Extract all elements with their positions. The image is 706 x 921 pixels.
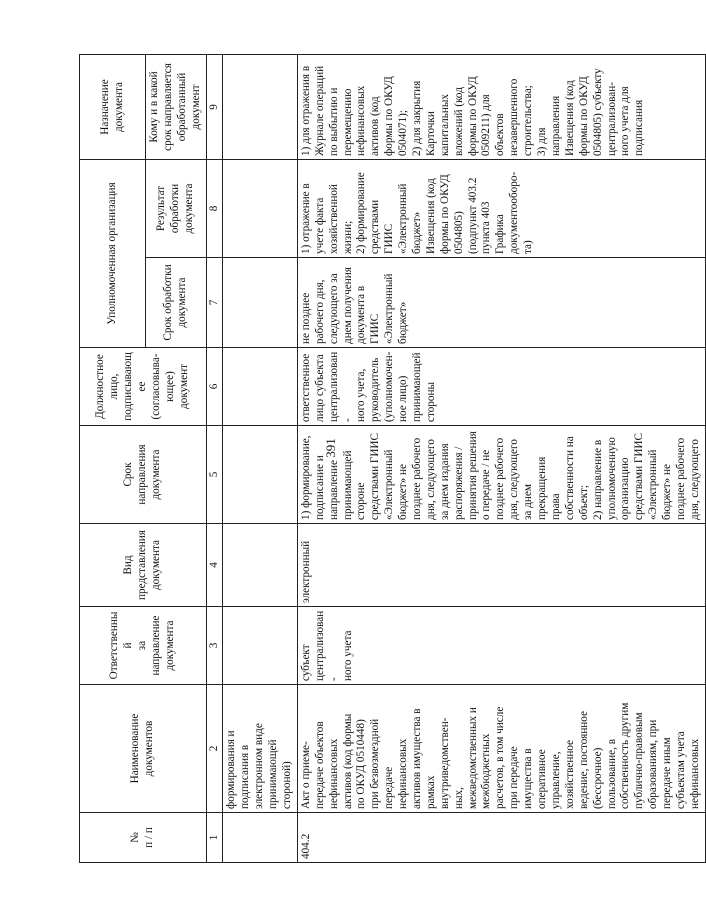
continuation-cell: [223, 607, 297, 685]
column-number: 2: [206, 685, 223, 813]
column-number: 4: [206, 524, 223, 607]
header-recipient: Кому и в какой срок направляется обработанный документ: [146, 55, 207, 160]
column-number-row: [206, 55, 223, 863]
document-flow-table: [79, 54, 706, 863]
row-number: 404.2: [297, 813, 705, 863]
continuation-cell: [223, 160, 297, 258]
header-processing-deadline: Срок обработки документа: [146, 258, 207, 348]
column-number: 3: [206, 607, 223, 685]
table-row-404-2: [297, 55, 705, 863]
continuation-cell: [223, 426, 297, 524]
continuation-cell: [223, 258, 297, 348]
processing-deadline: не позднее рабочего дня, следующего за днем получения документа в ГИИС «Электронный бюджет»: [297, 258, 705, 348]
header-responsible: Ответственный за направление документа: [80, 607, 207, 685]
continuation-cell: [223, 348, 297, 426]
header-authorized-organization: Уполномоченная организация: [80, 160, 146, 348]
header-document-name: Наименование документов: [80, 685, 207, 813]
processing-result: 1) отражение в учете факта хозяйственной жизни; 2) формирование средствами ГИИС «Электронный бюджет» Извещения (код формы по ОКУД 0504805) (подпункт 403.2 пункта 403 Графика документооборо- та): [297, 160, 705, 258]
document-name: Акт о приеме- передаче объектов нефинансовых активов (код формы по ОКУД 0510448) при безвозмездной передаче нефинансовых активов имущества в рамках внутриведомствен- ных, межведомственных и межбюджетных расчетов, в том числе при передаче имущества в оперативное управление, хозяйственное ведение, постоянное (бессрочное) пользование, в собственность другим публично-правовым образованиям, при передаче иным субъектам учета нефинансовых: [297, 685, 705, 813]
header-row-1: [80, 55, 146, 863]
header-signing-official: Должностное лицо, подписывающее (согласовыва- ющее) документ: [80, 348, 207, 426]
continuation-row: [223, 55, 297, 863]
column-number: 1: [206, 813, 223, 863]
continuation-cell: [223, 524, 297, 607]
recipient: 1) для отражения в Журнале операций по выбытию и перемещению нефинансовых активов (код формы по ОКУД 0504071); 2) для закрытия Карточки капитальных вложений (код формы по ОКУД 0509211) для объектов незавершенного строительства; 3) для направления Извещения (код формы по ОКУД 0504805) субъекту централизован- ного учета для подписания: [297, 55, 705, 160]
column-number: 6: [206, 348, 223, 426]
send-deadline: 1) формирование, подписание и направление принимающей стороне средствами ГИИС «Электронный бюджет» не позднее рабочего дня, следующего за днем издания распоряжения / принятия решения о передаче / не позднее рабочего дня, следующего за днем прекращения права собственности на объект; 2) направление в уполномоченную организацию средствами ГИИС «Электронный бюджет» не позднее рабочего дня, следующего: [297, 426, 705, 524]
rotated-table-container: [79, 55, 701, 863]
header-send-deadline: Срок направления документа: [80, 426, 207, 524]
header-number: № п / п: [80, 813, 207, 863]
presentation-type: электронный: [297, 524, 705, 607]
continuation-document-name: формирования и подписания в электронном виде принимающей стороной): [223, 685, 297, 813]
header-document-purpose: Назначение документа: [80, 55, 146, 160]
continuation-cell: [223, 813, 297, 863]
signing-official: ответственное лицо субъекта централизован- ного учета, руководитель (уполномочен- ное лицо) принимающей стороны: [297, 348, 705, 426]
column-number: 9: [206, 55, 223, 160]
page-number: 391: [323, 438, 338, 458]
continuation-cell: [223, 55, 297, 160]
column-number: 5: [206, 426, 223, 524]
column-number: 7: [206, 258, 223, 348]
header-processing-result: Результат обработки документа: [146, 160, 207, 258]
column-number: 8: [206, 160, 223, 258]
header-presentation-type: Вид представления документа: [80, 524, 207, 607]
responsible: субъект централизован- ного учета: [297, 607, 705, 685]
